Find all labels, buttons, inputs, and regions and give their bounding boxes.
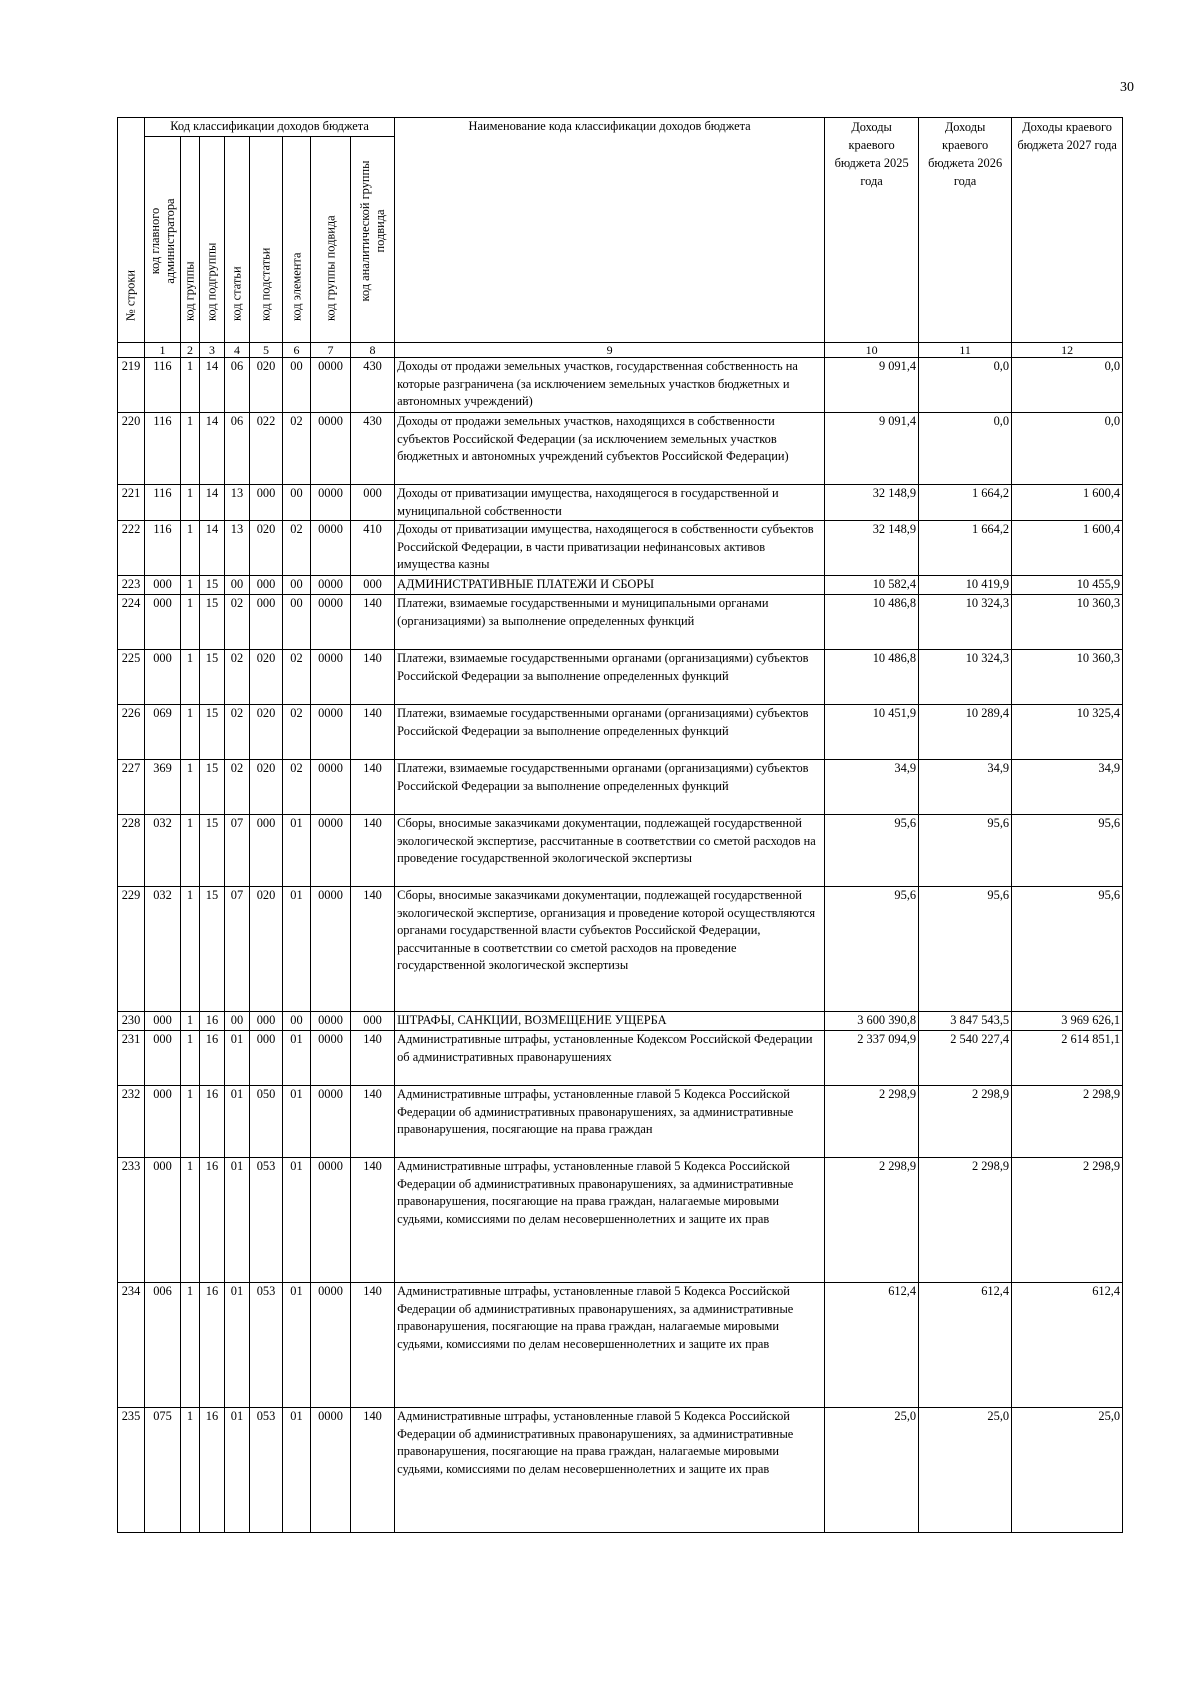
income-2027: 25,0 bbox=[1012, 1408, 1123, 1533]
code-admin: 075 bbox=[145, 1408, 181, 1533]
code-article: 02 bbox=[225, 760, 250, 815]
code-group: 1 bbox=[181, 521, 200, 576]
code-subarticle: 000 bbox=[250, 576, 283, 595]
code-subtype-group: 0000 bbox=[311, 576, 351, 595]
code-admin: 000 bbox=[145, 1031, 181, 1086]
income-2027: 34,9 bbox=[1012, 760, 1123, 815]
code-element: 01 bbox=[283, 1086, 311, 1158]
code-subarticle: 000 bbox=[250, 1031, 283, 1086]
code-subtype-group: 0000 bbox=[311, 485, 351, 521]
code-element: 00 bbox=[283, 485, 311, 521]
code-admin: 116 bbox=[145, 413, 181, 485]
code-group: 1 bbox=[181, 1283, 200, 1408]
table-row bbox=[118, 358, 1123, 413]
code-article: 13 bbox=[225, 485, 250, 521]
code-subarticle: 000 bbox=[250, 815, 283, 887]
income-name: Административные штрафы, установленные главой 5 Кодекса Российской Федерации об административных правонарушениях, за административные правонарушения, посягающие на права граждан, налагаемые мировыми судьями, комиссиями по делам несовершеннолетних и защите их прав bbox=[395, 1408, 825, 1533]
code-subgroup: 14 bbox=[200, 358, 225, 413]
code-subtype-group: 0000 bbox=[311, 595, 351, 650]
code-article: 07 bbox=[225, 887, 250, 1012]
income-2027: 10 325,4 bbox=[1012, 705, 1123, 760]
code-subarticle: 000 bbox=[250, 1012, 283, 1031]
code-analytic: 140 bbox=[351, 887, 395, 1012]
code-subgroup: 15 bbox=[200, 576, 225, 595]
income-2025: 95,6 bbox=[825, 887, 919, 1012]
income-2026: 3 847 543,5 bbox=[919, 1012, 1012, 1031]
code-subtype-group: 0000 bbox=[311, 358, 351, 413]
code-subgroup: 16 bbox=[200, 1158, 225, 1283]
income-2027: 1 600,4 bbox=[1012, 521, 1123, 576]
income-2027: 95,6 bbox=[1012, 815, 1123, 887]
code-admin: 116 bbox=[145, 485, 181, 521]
code-group: 1 bbox=[181, 760, 200, 815]
income-2027: 2 614 851,1 bbox=[1012, 1031, 1123, 1086]
code-subgroup: 15 bbox=[200, 815, 225, 887]
income-2025: 2 298,9 bbox=[825, 1158, 919, 1283]
income-2026: 2 540 227,4 bbox=[919, 1031, 1012, 1086]
income-2026: 10 419,9 bbox=[919, 576, 1012, 595]
code-subgroup: 14 bbox=[200, 485, 225, 521]
code-analytic: 140 bbox=[351, 815, 395, 887]
code-subarticle: 000 bbox=[250, 595, 283, 650]
col-number: 2 bbox=[181, 343, 200, 358]
code-subarticle: 022 bbox=[250, 413, 283, 485]
income-2026: 2 298,9 bbox=[919, 1158, 1012, 1283]
code-subgroup: 14 bbox=[200, 413, 225, 485]
income-name: Доходы от продажи земельных участков, государственная собственность на которые разграничена (за исключением земельных участков бюджетных и автономных учреждений) bbox=[395, 358, 825, 413]
income-2026: 10 324,3 bbox=[919, 650, 1012, 705]
income-2027: 3 969 626,1 bbox=[1012, 1012, 1123, 1031]
table-row bbox=[118, 1086, 1123, 1158]
code-analytic: 430 bbox=[351, 413, 395, 485]
income-name: Доходы от продажи земельных участков, находящихся в собственности субъектов Российской Федерации (за исключением земельных участков бюджетных и автономных учреждений субъектов Российской Федерации) bbox=[395, 413, 825, 485]
code-subgroup: 15 bbox=[200, 595, 225, 650]
table-row bbox=[118, 1031, 1123, 1086]
table-row bbox=[118, 485, 1123, 521]
code-subtype-group: 0000 bbox=[311, 1012, 351, 1031]
code-group: 1 bbox=[181, 576, 200, 595]
row-number: 230 bbox=[118, 1012, 145, 1031]
col-number: 3 bbox=[200, 343, 225, 358]
income-name: Платежи, взимаемые государственными органами (организациями) субъектов Российской Федерации за выполнение определенных функций bbox=[395, 760, 825, 815]
code-element: 01 bbox=[283, 815, 311, 887]
code-subtype-group: 0000 bbox=[311, 887, 351, 1012]
col-number: 4 bbox=[225, 343, 250, 358]
row-number: 220 bbox=[118, 413, 145, 485]
income-name: Платежи, взимаемые государственными органами (организациями) субъектов Российской Федерации за выполнение определенных функций bbox=[395, 705, 825, 760]
header-name: Наименование кода классификации доходов бюджета bbox=[395, 118, 825, 343]
header-income-2025: Доходы краевого бюджета 2025 года bbox=[825, 118, 919, 343]
table-row bbox=[118, 1158, 1123, 1283]
income-name: Доходы от приватизации имущества, находящегося в государственной и муниципальной собственности bbox=[395, 485, 825, 521]
code-element: 00 bbox=[283, 1012, 311, 1031]
row-number: 229 bbox=[118, 887, 145, 1012]
row-number: 222 bbox=[118, 521, 145, 576]
code-subarticle: 020 bbox=[250, 705, 283, 760]
code-subarticle: 020 bbox=[250, 887, 283, 1012]
code-subgroup: 15 bbox=[200, 650, 225, 705]
income-2025: 25,0 bbox=[825, 1408, 919, 1533]
code-subtype-group: 0000 bbox=[311, 1031, 351, 1086]
table-row bbox=[118, 595, 1123, 650]
code-subarticle: 053 bbox=[250, 1408, 283, 1533]
code-analytic: 000 bbox=[351, 1012, 395, 1031]
code-subtype-group: 0000 bbox=[311, 760, 351, 815]
code-subarticle: 000 bbox=[250, 485, 283, 521]
income-2026: 612,4 bbox=[919, 1283, 1012, 1408]
code-subtype-group: 0000 bbox=[311, 1086, 351, 1158]
code-subtype-group: 0000 bbox=[311, 1158, 351, 1283]
code-article: 02 bbox=[225, 705, 250, 760]
income-2026: 95,6 bbox=[919, 815, 1012, 887]
code-subtype-group: 0000 bbox=[311, 705, 351, 760]
code-element: 02 bbox=[283, 413, 311, 485]
code-article: 01 bbox=[225, 1086, 250, 1158]
table-row bbox=[118, 887, 1123, 1012]
income-name: Платежи, взимаемые государственными и муниципальными органами (организациями) за выполнение определенных функций bbox=[395, 595, 825, 650]
income-name: ШТРАФЫ, САНКЦИИ, ВОЗМЕЩЕНИЕ УЩЕРБА bbox=[395, 1012, 825, 1031]
income-2026: 10 289,4 bbox=[919, 705, 1012, 760]
income-2027: 612,4 bbox=[1012, 1283, 1123, 1408]
code-subarticle: 053 bbox=[250, 1283, 283, 1408]
income-2026: 34,9 bbox=[919, 760, 1012, 815]
header-row-number: № строки bbox=[118, 118, 145, 343]
code-subgroup: 14 bbox=[200, 521, 225, 576]
code-subarticle: 020 bbox=[250, 760, 283, 815]
col-number: 7 bbox=[311, 343, 351, 358]
income-name: Сборы, вносимые заказчиками документации, подлежащей государственной экологической экспертизе, рассчитанные в соответствии со сметой расходов на проведение государственной экологической экспертизы bbox=[395, 815, 825, 887]
income-name: Доходы от приватизации имущества, находящегося в собственности субъектов Российской Федерации, в части приватизации нефинансовых активов имущества казны bbox=[395, 521, 825, 576]
income-2026: 0,0 bbox=[919, 413, 1012, 485]
header-code-subtype-group: код группы подвида bbox=[311, 137, 351, 343]
table-body bbox=[118, 358, 1123, 1533]
income-name: Административные штрафы, установленные Кодексом Российской Федерации об административных правонарушениях bbox=[395, 1031, 825, 1086]
code-admin: 000 bbox=[145, 576, 181, 595]
code-analytic: 140 bbox=[351, 1283, 395, 1408]
code-element: 02 bbox=[283, 650, 311, 705]
code-element: 01 bbox=[283, 1158, 311, 1283]
page-number: 30 bbox=[1120, 80, 1134, 95]
table-row bbox=[118, 705, 1123, 760]
code-element: 01 bbox=[283, 1283, 311, 1408]
header-income-2027: Доходы краевого бюджета 2027 года bbox=[1012, 118, 1123, 343]
income-2025: 2 298,9 bbox=[825, 1086, 919, 1158]
budget-income-table bbox=[117, 117, 1123, 1533]
code-element: 02 bbox=[283, 521, 311, 576]
income-2026: 25,0 bbox=[919, 1408, 1012, 1533]
code-element: 02 bbox=[283, 760, 311, 815]
code-article: 01 bbox=[225, 1031, 250, 1086]
code-analytic: 410 bbox=[351, 521, 395, 576]
code-analytic: 140 bbox=[351, 1031, 395, 1086]
code-admin: 000 bbox=[145, 1158, 181, 1283]
code-element: 00 bbox=[283, 576, 311, 595]
code-group: 1 bbox=[181, 1031, 200, 1086]
income-2026: 0,0 bbox=[919, 358, 1012, 413]
code-article: 06 bbox=[225, 413, 250, 485]
code-admin: 116 bbox=[145, 358, 181, 413]
code-article: 01 bbox=[225, 1408, 250, 1533]
code-analytic: 140 bbox=[351, 595, 395, 650]
col-number: 9 bbox=[395, 343, 825, 358]
header-income-2026: Доходы краевого бюджета 2026 года bbox=[919, 118, 1012, 343]
row-number: 235 bbox=[118, 1408, 145, 1533]
col-number: 10 bbox=[825, 343, 919, 358]
code-admin: 000 bbox=[145, 1086, 181, 1158]
code-article: 00 bbox=[225, 1012, 250, 1031]
income-2026: 1 664,2 bbox=[919, 521, 1012, 576]
col-number: 1 bbox=[145, 343, 181, 358]
row-number: 227 bbox=[118, 760, 145, 815]
income-2027: 1 600,4 bbox=[1012, 485, 1123, 521]
code-analytic: 140 bbox=[351, 1408, 395, 1533]
income-name: Административные штрафы, установленные главой 5 Кодекса Российской Федерации об административных правонарушениях, за административные правонарушения, посягающие на права граждан, налагаемые мировыми судьями, комиссиями по делам несовершеннолетних и защите их прав bbox=[395, 1283, 825, 1408]
row-number: 224 bbox=[118, 595, 145, 650]
code-article: 06 bbox=[225, 358, 250, 413]
col-number: 5 bbox=[250, 343, 283, 358]
row-number: 228 bbox=[118, 815, 145, 887]
col-number: 6 bbox=[283, 343, 311, 358]
header-code-article: код статьи bbox=[225, 137, 250, 343]
code-admin: 369 bbox=[145, 760, 181, 815]
code-admin: 006 bbox=[145, 1283, 181, 1408]
code-subtype-group: 0000 bbox=[311, 1283, 351, 1408]
code-analytic: 140 bbox=[351, 650, 395, 705]
code-analytic: 000 bbox=[351, 485, 395, 521]
row-number: 233 bbox=[118, 1158, 145, 1283]
header-code-subarticle: код подстатьи bbox=[250, 137, 283, 343]
code-subtype-group: 0000 bbox=[311, 521, 351, 576]
income-2027: 10 360,3 bbox=[1012, 650, 1123, 705]
code-group: 1 bbox=[181, 1158, 200, 1283]
row-number: 219 bbox=[118, 358, 145, 413]
income-name: Административные штрафы, установленные главой 5 Кодекса Российской Федерации об административных правонарушениях, за административные правонарушения, посягающие на права граждан, налагаемые мировыми судьями, комиссиями по делам несовершеннолетних и защите их прав bbox=[395, 1158, 825, 1283]
code-group: 1 bbox=[181, 485, 200, 521]
row-number: 231 bbox=[118, 1031, 145, 1086]
code-element: 02 bbox=[283, 705, 311, 760]
code-group: 1 bbox=[181, 705, 200, 760]
table-row bbox=[118, 1283, 1123, 1408]
code-analytic: 000 bbox=[351, 576, 395, 595]
code-subgroup: 16 bbox=[200, 1031, 225, 1086]
code-subgroup: 15 bbox=[200, 760, 225, 815]
row-number: 226 bbox=[118, 705, 145, 760]
table-row bbox=[118, 1012, 1123, 1031]
header-code-analytic: код аналитической группы подвида bbox=[351, 137, 395, 343]
code-group: 1 bbox=[181, 887, 200, 1012]
income-2025: 3 600 390,8 bbox=[825, 1012, 919, 1031]
col-number: 12 bbox=[1012, 343, 1123, 358]
table-row bbox=[118, 1408, 1123, 1533]
code-subgroup: 16 bbox=[200, 1012, 225, 1031]
code-analytic: 430 bbox=[351, 358, 395, 413]
income-name: АДМИНИСТРАТИВНЫЕ ПЛАТЕЖИ И СБОРЫ bbox=[395, 576, 825, 595]
table-row bbox=[118, 760, 1123, 815]
code-subgroup: 16 bbox=[200, 1283, 225, 1408]
income-2027: 2 298,9 bbox=[1012, 1086, 1123, 1158]
code-group: 1 bbox=[181, 815, 200, 887]
income-2025: 9 091,4 bbox=[825, 358, 919, 413]
code-subtype-group: 0000 bbox=[311, 413, 351, 485]
code-admin: 116 bbox=[145, 521, 181, 576]
header-code-element: код элемента bbox=[283, 137, 311, 343]
code-group: 1 bbox=[181, 1012, 200, 1031]
code-element: 01 bbox=[283, 1031, 311, 1086]
income-2025: 10 486,8 bbox=[825, 650, 919, 705]
header-code-subgroup: код подгруппы bbox=[200, 137, 225, 343]
code-subarticle: 020 bbox=[250, 521, 283, 576]
code-element: 00 bbox=[283, 595, 311, 650]
code-article: 02 bbox=[225, 595, 250, 650]
header-code-group-col: код группы bbox=[181, 137, 200, 343]
code-subarticle: 020 bbox=[250, 358, 283, 413]
row-number: 223 bbox=[118, 576, 145, 595]
income-2027: 10 455,9 bbox=[1012, 576, 1123, 595]
header-code-group: Код классификации доходов бюджета bbox=[145, 118, 395, 137]
code-subarticle: 050 bbox=[250, 1086, 283, 1158]
code-subarticle: 020 bbox=[250, 650, 283, 705]
code-element: 00 bbox=[283, 358, 311, 413]
income-name: Платежи, взимаемые государственными органами (организациями) субъектов Российской Федерации за выполнение определенных функций bbox=[395, 650, 825, 705]
income-name: Административные штрафы, установленные главой 5 Кодекса Российской Федерации об административных правонарушениях, за административные правонарушения, посягающие на права граждан bbox=[395, 1086, 825, 1158]
income-2025: 9 091,4 bbox=[825, 413, 919, 485]
code-article: 02 bbox=[225, 650, 250, 705]
table-row bbox=[118, 650, 1123, 705]
income-2026: 95,6 bbox=[919, 887, 1012, 1012]
income-2025: 34,9 bbox=[825, 760, 919, 815]
code-article: 01 bbox=[225, 1283, 250, 1408]
code-group: 1 bbox=[181, 650, 200, 705]
income-2025: 32 148,9 bbox=[825, 485, 919, 521]
code-article: 01 bbox=[225, 1158, 250, 1283]
row-number: 234 bbox=[118, 1283, 145, 1408]
code-subgroup: 15 bbox=[200, 705, 225, 760]
income-2027: 0,0 bbox=[1012, 413, 1123, 485]
income-2026: 1 664,2 bbox=[919, 485, 1012, 521]
code-admin: 000 bbox=[145, 595, 181, 650]
income-2027: 95,6 bbox=[1012, 887, 1123, 1012]
income-2025: 32 148,9 bbox=[825, 521, 919, 576]
row-number: 232 bbox=[118, 1086, 145, 1158]
code-group: 1 bbox=[181, 1408, 200, 1533]
col-number: 8 bbox=[351, 343, 395, 358]
code-subtype-group: 0000 bbox=[311, 1408, 351, 1533]
table-row bbox=[118, 413, 1123, 485]
column-numbers-row bbox=[118, 343, 1123, 358]
code-analytic: 140 bbox=[351, 705, 395, 760]
code-subarticle: 053 bbox=[250, 1158, 283, 1283]
code-subgroup: 15 bbox=[200, 887, 225, 1012]
code-analytic: 140 bbox=[351, 1086, 395, 1158]
code-article: 00 bbox=[225, 576, 250, 595]
code-admin: 069 bbox=[145, 705, 181, 760]
code-group: 1 bbox=[181, 358, 200, 413]
income-2025: 10 486,8 bbox=[825, 595, 919, 650]
income-2025: 612,4 bbox=[825, 1283, 919, 1408]
income-2027: 10 360,3 bbox=[1012, 595, 1123, 650]
table-row bbox=[118, 576, 1123, 595]
code-article: 13 bbox=[225, 521, 250, 576]
income-2025: 95,6 bbox=[825, 815, 919, 887]
code-admin: 032 bbox=[145, 887, 181, 1012]
income-2026: 2 298,9 bbox=[919, 1086, 1012, 1158]
code-article: 07 bbox=[225, 815, 250, 887]
code-subtype-group: 0000 bbox=[311, 815, 351, 887]
table-row bbox=[118, 815, 1123, 887]
income-2027: 0,0 bbox=[1012, 358, 1123, 413]
code-subgroup: 16 bbox=[200, 1408, 225, 1533]
income-2025: 10 582,4 bbox=[825, 576, 919, 595]
table-row bbox=[118, 521, 1123, 576]
code-group: 1 bbox=[181, 595, 200, 650]
code-admin: 000 bbox=[145, 1012, 181, 1031]
code-subgroup: 16 bbox=[200, 1086, 225, 1158]
code-analytic: 140 bbox=[351, 760, 395, 815]
code-admin: 032 bbox=[145, 815, 181, 887]
code-element: 01 bbox=[283, 1408, 311, 1533]
row-number: 225 bbox=[118, 650, 145, 705]
code-group: 1 bbox=[181, 1086, 200, 1158]
header-code-admin: код главного администратора bbox=[145, 137, 181, 343]
code-admin: 000 bbox=[145, 650, 181, 705]
row-number: 221 bbox=[118, 485, 145, 521]
income-2025: 2 337 094,9 bbox=[825, 1031, 919, 1086]
income-2027: 2 298,9 bbox=[1012, 1158, 1123, 1283]
col-number: 11 bbox=[919, 343, 1012, 358]
code-analytic: 140 bbox=[351, 1158, 395, 1283]
income-2025: 10 451,9 bbox=[825, 705, 919, 760]
income-2026: 10 324,3 bbox=[919, 595, 1012, 650]
code-element: 01 bbox=[283, 887, 311, 1012]
income-name: Сборы, вносимые заказчиками документации, подлежащей государственной экологической экспертизе, организация и проведение которой осуществляются органами государственной власти субъектов Российской Федерации, рассчитанные в соответствии со сметой расходов на проведение государственной экологической экспертизы bbox=[395, 887, 825, 1012]
code-group: 1 bbox=[181, 413, 200, 485]
code-subtype-group: 0000 bbox=[311, 650, 351, 705]
